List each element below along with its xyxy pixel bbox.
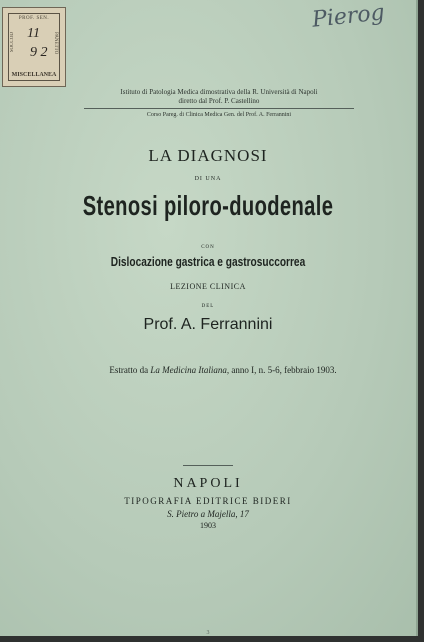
footer-mark: 3 xyxy=(206,630,210,636)
author-name: Prof. A. Ferrannini xyxy=(143,316,273,333)
title-di-una: DI UNA xyxy=(194,176,222,182)
extract-details: anno I, n. 5-6, febbraio 1903. xyxy=(231,365,337,375)
journal-name: La Medicina Italiana, xyxy=(150,365,230,375)
title-pre: LA DIAGNOSI xyxy=(148,146,268,165)
handwritten-signature: Pierog xyxy=(310,0,386,33)
library-stamp-frame xyxy=(8,13,60,81)
publisher-divider xyxy=(183,465,233,466)
publisher-address: S. Pietro a Majella, 17 xyxy=(167,509,249,519)
header-divider xyxy=(84,108,354,109)
institute-header xyxy=(84,88,354,106)
library-stamp-label xyxy=(2,7,66,87)
institute-line-2: diretto dal Prof. P. Castellino xyxy=(178,97,260,105)
extract-prefix: Estratto da xyxy=(109,365,149,375)
stamp-bottom-text: MISCELLANEA xyxy=(11,72,57,78)
stamp-handwritten-number-1: 11 xyxy=(27,26,40,41)
title-con: CON xyxy=(201,245,215,250)
institute-line-1: Istituto di Patologia Medica dimostrativa della R. Università di Napoli xyxy=(120,88,318,96)
publisher-city: NAPOLI xyxy=(173,476,243,491)
stamp-side-left-text: SOCCOD xyxy=(10,32,15,53)
publisher-name: TIPOGRAFIA EDITRICE BIDERI xyxy=(124,496,292,506)
publication-year: 1903 xyxy=(200,521,216,530)
main-title: Stenosi piloro-duodenale xyxy=(82,190,334,221)
title-del: DEL xyxy=(201,304,215,309)
subtitle: Dislocazione gastrica e gastrosuccorrea xyxy=(110,254,306,269)
extract-citation xyxy=(78,365,368,375)
stamp-top-text: PROF. SEN. xyxy=(18,16,50,21)
stamp-side-right-text: PANETTO xyxy=(53,32,58,55)
stamp-handwritten-number-2: 9 2 xyxy=(30,45,48,60)
lecture-label: LEZIONE CLINICA xyxy=(170,282,246,291)
course-line: Corso Pareg. di Clinica Medica Gen. del Prof. A. Ferrannini xyxy=(146,112,292,118)
